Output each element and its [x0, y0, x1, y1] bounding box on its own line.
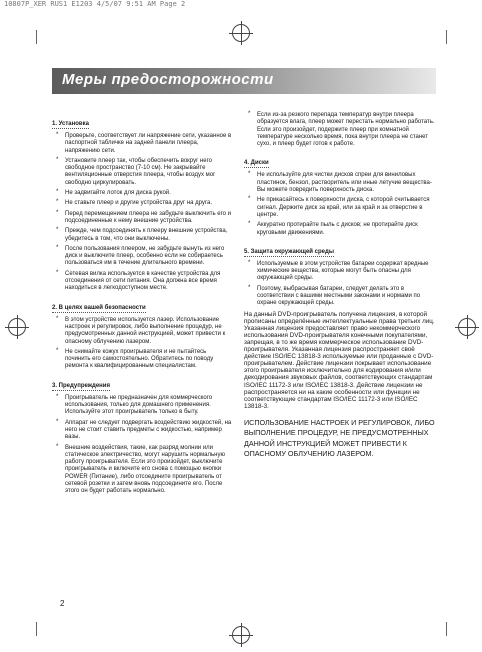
section-heading: 4. Диски — [244, 160, 269, 167]
bullet-list — [52, 317, 232, 371]
page-number: 2 — [60, 599, 65, 608]
list-item: * В этом устройстве используется лазер. Использование настроек и регулировок, либо выполнение процедур, не предусмотренных данной инструкцией, может привести к опасному облучению лазером. — [52, 317, 232, 346]
right-column — [244, 112, 436, 460]
license-paragraph: На данный DVD-проигрыватель получена лицензия, в которой прописаны определённые интеллектуальные права третьих лиц. Указанная лицензия предоставляет право некоммерческого использования DVD-проигрывателя конечными покупателями, запрещая, в то же время коммерческое использование DVD-проигрывателя. Указанная лицензия распространяет своё действие ISO/IEC 13818-3 используемые или проданные с DVD-проигрывателем. Действие лицензии покрывает использование этого проигрывателя исключительно для кодирования и/или декодирования звуковых файлов, соответствующих стандартам ISO/IEC 11172-3 или ISO/IEC 13818-3. Действие лицензии не распространяется ни на какие особенности или функции не соответствующие стандартам ISO/IEC 11172-3 или ISO/IEC 13818-3. — [244, 310, 435, 410]
section-heading: 2. В целях вашей безопасности — [52, 304, 146, 311]
registration-mark-left — [8, 318, 26, 336]
section-heading: 1. Установка — [52, 121, 89, 127]
list-item: * Поэтому, выбрасывая батареи, следует делать это в соответствии с вашими местными законами и нормами по охране окружающей среды. — [244, 286, 436, 308]
list-item: * Не ставьте плеер и другие устройства друг на друга. — [52, 200, 232, 207]
section-warnings — [52, 374, 232, 496]
section-heading: 5. Защита окружающей среды — [244, 248, 334, 255]
registration-mark-top — [232, 24, 250, 42]
list-item: * Не используйте для чистки дисков спреи для виниловых пластинок, бензол, растворитель или иные летучие вещества-Вы можете повредить поверхность диска. — [244, 172, 436, 194]
list-item: * Установите плеер так, чтобы обеспечить вокруг него свободное пространство (7-10 см). Не закрывайте вентиляционные отверстия плеера, чтобы воздух мог свободно циркулировать. — [52, 158, 232, 187]
list-item: * Прежде, чем подсоединять к плееру внешние устройства, убедитесь в том, что они выключены. — [52, 228, 232, 243]
list-item: * Сетевая вилка используется в качестве устройства для отсоединения от сети питания. Она должна все время находиться в легкодоступном месте. — [52, 271, 232, 293]
bullet-list — [244, 261, 436, 308]
print-slug-line: 10807P_XER RUS1 E1203 4/5/07 9:51 AM Page 2 — [4, 0, 186, 8]
crop-mark-bottom-right — [446, 622, 447, 636]
list-item: * После пользования плеером, не забудьте вынуть из него диск и выключите плеер, особенно если не собираетесь пользоваться им в течение длительного времени. — [52, 246, 232, 268]
list-item: * Используемые в этом устройстве батареи содержат вредные химические вещества, которые могут быть опасны для окружающей среды. — [244, 261, 436, 283]
registration-mark-right — [458, 318, 476, 336]
list-item: * Если из-за резкого перепада температур внутри плеера образуется влага, плеер может перестать нормально работать. Если это произойдет, подержите плеер при комнатной температуре несколько время, пока внутри плеера не станет сухо, и плеер будет готов к работе. — [244, 112, 436, 148]
bullet-list — [244, 112, 436, 148]
bullet-list — [52, 133, 232, 293]
title-banner — [52, 68, 436, 94]
crop-mark-bottom-left — [36, 622, 37, 636]
laser-warning-caps: ИСПОЛЬЗОВАНИЕ НАСТРОЕК И РЕГУЛИРОВОК, ЛИБО ВЫПОЛНЕНИЕ ПРОЦЕДУР, НЕ ПРЕДУСМОТРЕННЫХ ДАННОЙ ИНСТРУКЦИЕЙ МОЖЕТ ПРИВЕСТИ К ОПАСНОМУ ОБЛУЧЕНИЮ ЛАЗЕРОМ. — [244, 417, 435, 459]
list-item: * Аппарат не следует подвергать воздействию жидкостей, на него не стоит ставить предметы с жидкостью, например вазы. — [52, 420, 232, 442]
registration-mark-bottom — [232, 626, 250, 644]
list-item: * Перед перемещением плеера не забудьте выключить его и подсоединенные к нему внешние устройства. — [52, 211, 232, 226]
list-item: * Не задвигайте лоток для диска рукой. — [52, 190, 232, 197]
list-item: * Аккуратно протирайте пыль с дисков; не протирайте диск круговыми движениями. — [244, 222, 436, 237]
section-discs — [244, 151, 436, 236]
list-item: * Не снимайте кожух проигрывателя и не пытайтесь починить его самостоятельно. Обратитесь по поводу ремонта к квалифицированным специалистам. — [52, 349, 232, 371]
list-item: * Проверьте, соответствует ли напряжение сети, указанное в паспортной табличке на задней панели плеера, напряжению сети. — [52, 133, 232, 155]
section-installation — [52, 112, 232, 293]
page-title: Меры предосторожности — [62, 71, 274, 88]
crop-mark-top-right — [446, 30, 447, 44]
list-item: * Не прикасайтесь к поверхности диска, с которой считывается сигнал. Держите диск за край, или за край и за отверстие в центре. — [244, 197, 436, 219]
crop-mark-top-left — [36, 30, 37, 44]
bullet-list — [244, 172, 436, 236]
section-environment — [244, 240, 436, 308]
section-safety — [52, 296, 232, 371]
bullet-list — [52, 395, 232, 496]
list-item: * Внешние воздействия, такие, как разряд молнии или статическое электричество, могут нарушить нормальную работу проигрывателя. Если это произойдет, выключите проигрыватель и включите его снова с помощью кнопки POWER (Питание), либо отсоедините проигрыватель от сетевой розетки и затем вновь подсоедините его. После этого он будет работать нормально. — [52, 445, 232, 496]
list-item: * Проигрыватель не предназначен для коммерческого использования, только для домашнего применения. Используйте этот проигрыватель только в быту. — [52, 395, 232, 417]
section-heading: 3. Предупреждения — [52, 382, 110, 389]
left-column — [52, 112, 232, 499]
